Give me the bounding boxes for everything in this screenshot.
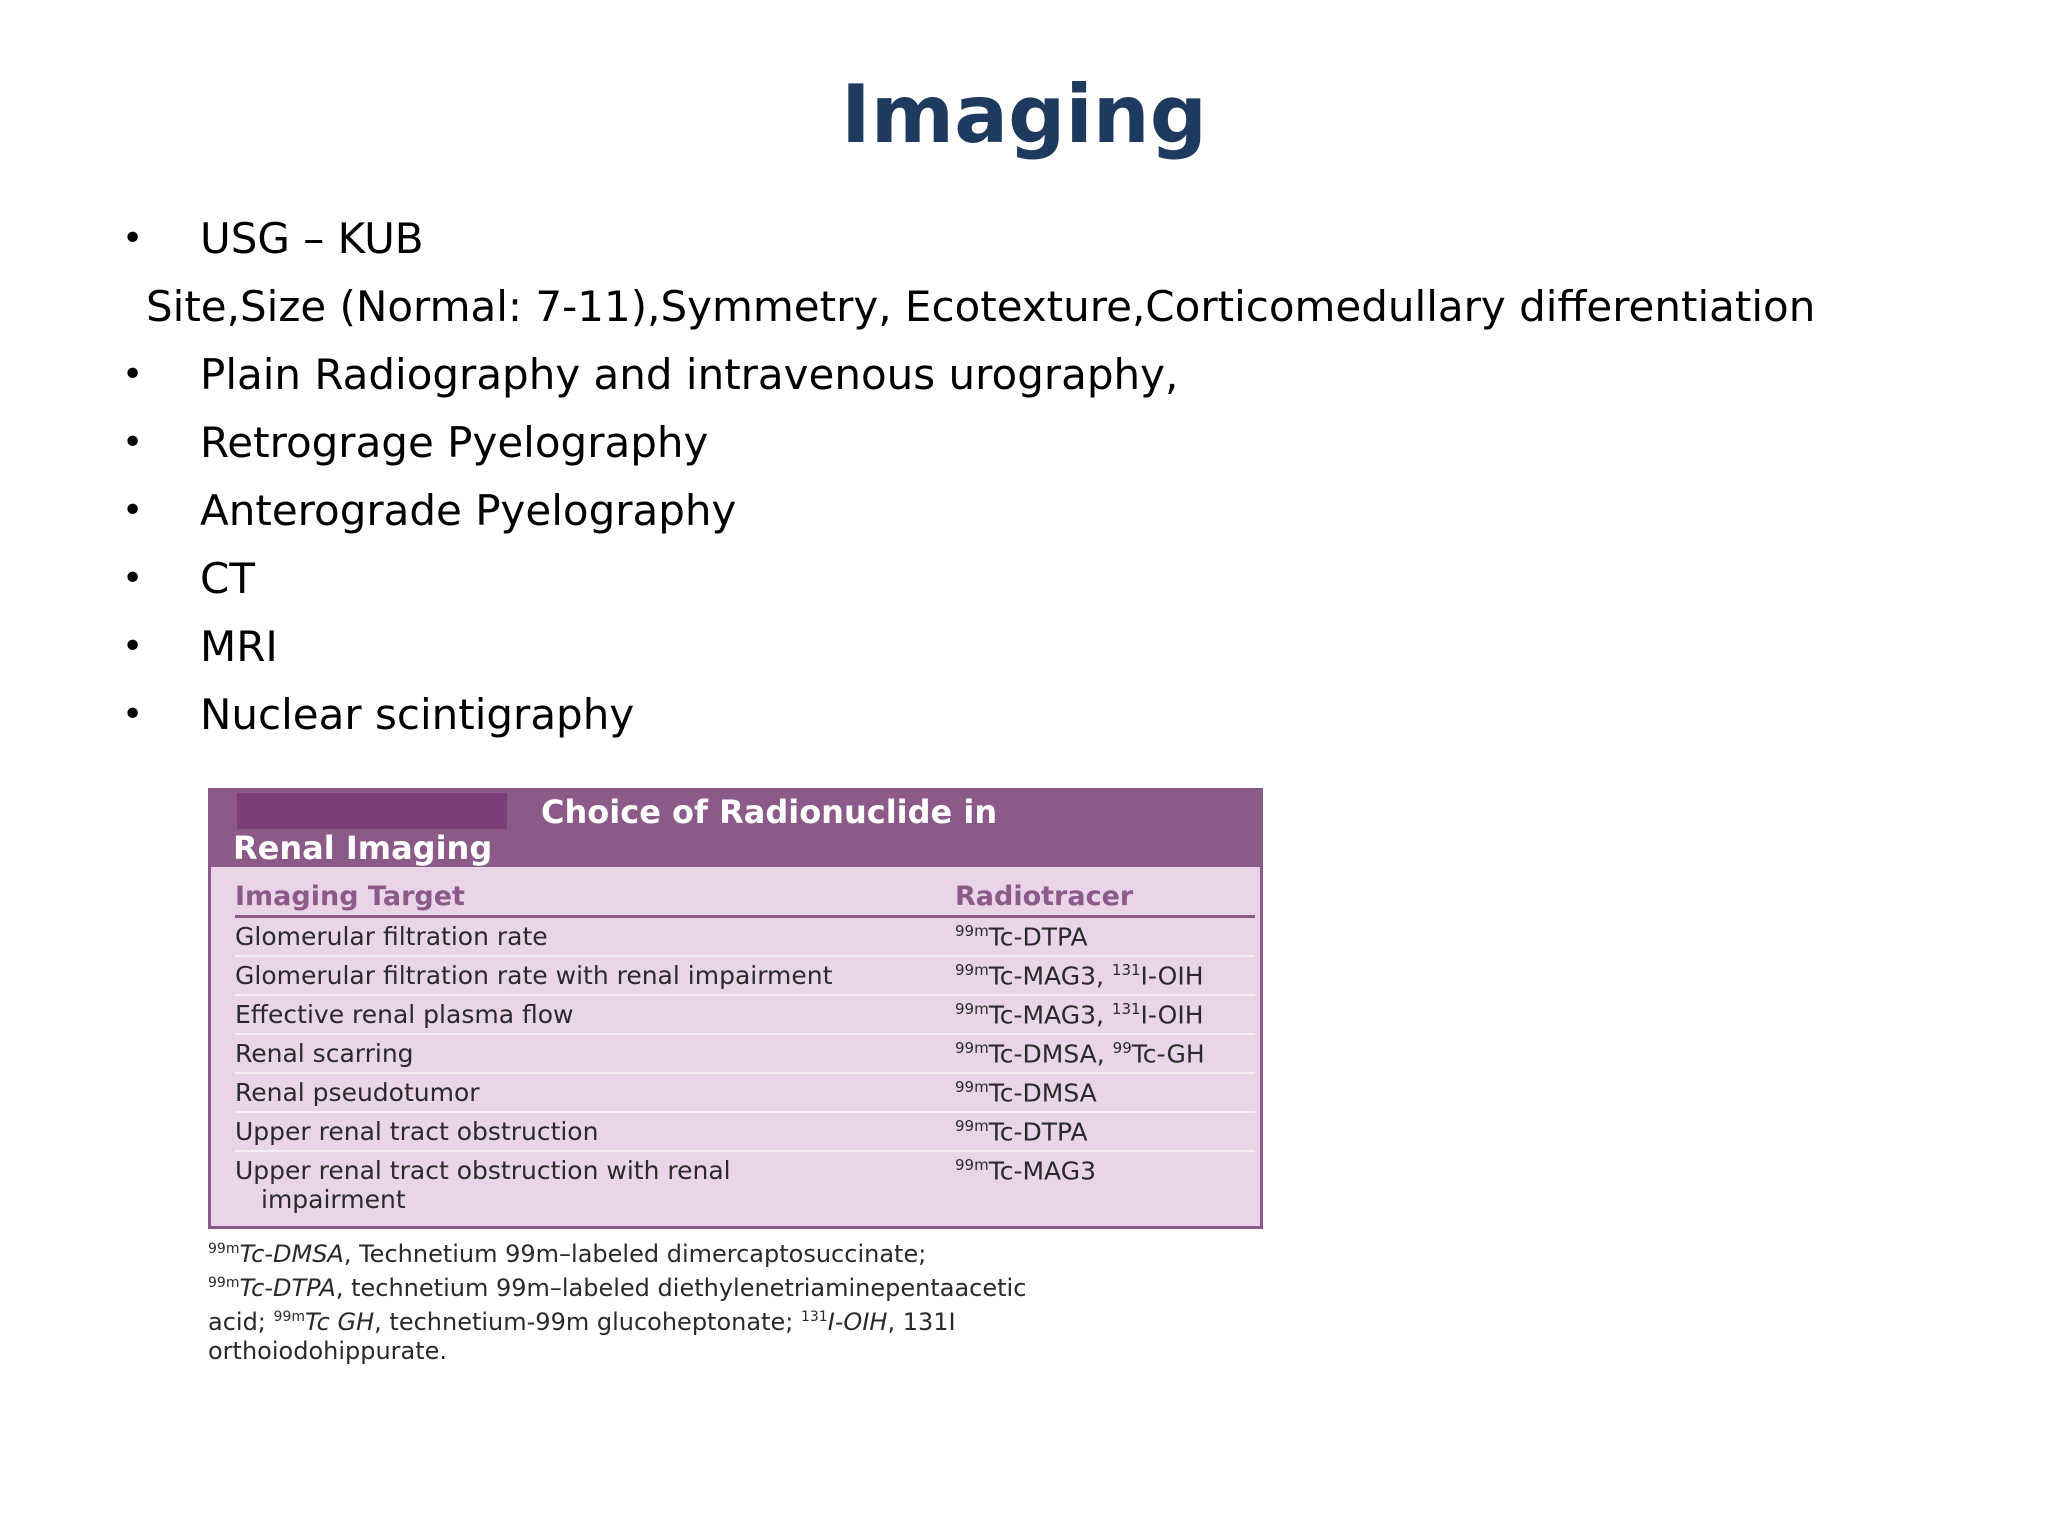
bullet-subtext (118, 273, 1978, 341)
radiotracer-cell: $^{99m}$Tc-DTPA (955, 917, 1255, 957)
heading-mask (237, 793, 507, 829)
bullet-item (118, 409, 1978, 477)
footnote-line: orthoiodohippurate. (208, 1337, 448, 1365)
footnote-line: $^{99m}$Tc-DTPA, technetium 99m–labeled diethylenetriaminepentaacetic (208, 1274, 1027, 1302)
table-header-row (235, 877, 1255, 917)
bullet-text: Plain Radiography and intravenous urography, (200, 350, 1179, 399)
figure-footnote (208, 1235, 1268, 1366)
col-header-target: Imaging Target (235, 877, 955, 917)
col-header-tracer: Radiotracer (955, 877, 1255, 917)
table-row (235, 956, 1255, 995)
radionuclide-table-box (208, 788, 1263, 1229)
imaging-target-cell: Renal scarring (235, 1034, 955, 1073)
bullet-dot: • (122, 490, 144, 531)
bullet-list (118, 205, 1978, 749)
imaging-target-cell: Upper renal tract obstruction (235, 1112, 955, 1151)
slide-title: Imaging (840, 68, 1207, 161)
bullet-item (118, 545, 1978, 613)
bullet-dot: • (122, 422, 144, 463)
radiotracer-cell: $^{99m}$Tc-DTPA (955, 1112, 1255, 1151)
table-row (235, 917, 1255, 957)
radiotracer-cell: $^{99m}$Tc-DMSA, $^{99}$Tc-GH (955, 1034, 1255, 1073)
bullet-text: Retrograge Pyelography (200, 418, 709, 467)
figure-heading-line2: Renal Imaging (233, 829, 493, 867)
bullet-dot: • (122, 354, 144, 395)
footnote-line: acid; $^{99m}$Tc GH, technetium-99m glucoheptonate; $^{131}$I-OIH, 131I (208, 1308, 956, 1336)
bullet-dot: • (122, 694, 144, 735)
table-row (235, 1073, 1255, 1112)
radionuclide-table (235, 877, 1255, 1226)
radiotracer-cell: $^{99m}$Tc-MAG3, $^{131}$I-OIH (955, 995, 1255, 1034)
imaging-target-cell: Upper renal tract obstruction with renal impairment (235, 1156, 731, 1214)
bullet-item (118, 477, 1978, 545)
imaging-target-cell: Glomerular filtration rate with renal impairment (235, 956, 955, 995)
imaging-target-cell: Glomerular filtration rate (235, 917, 955, 957)
bullet-dot: • (122, 626, 144, 667)
radionuclide-figure (208, 788, 1263, 1366)
radiotracer-cell: $^{99m}$Tc-MAG3, $^{131}$I-OIH (955, 956, 1255, 995)
bullet-item (118, 341, 1978, 409)
table-row (235, 995, 1255, 1034)
bullet-text: CT (200, 554, 255, 603)
table-row (235, 1112, 1255, 1151)
bullet-dot: • (122, 558, 144, 599)
footnote-line: $^{99m}$Tc-DMSA, Technetium 99m–labeled dimercaptosuccinate; (208, 1240, 927, 1268)
figure-heading-line1: Choice of Radionuclide in (541, 793, 998, 831)
bullet-text: Site,Size (Normal: 7-11),Symmetry, Ecotexture,Corticomedullary differentiation (146, 282, 1816, 331)
bullet-item (118, 681, 1978, 749)
figure-heading (211, 791, 1260, 867)
bullet-item (118, 205, 1978, 273)
radiotracer-cell: $^{99m}$Tc-MAG3 (955, 1156, 1097, 1186)
table-row (235, 1034, 1255, 1073)
table-row (235, 1151, 1255, 1226)
bullet-text: Nuclear scintigraphy (200, 690, 635, 739)
bullet-text: MRI (200, 622, 278, 671)
bullet-dot: • (122, 218, 144, 259)
bullet-text: USG – KUB (200, 214, 424, 263)
radiotracer-cell: $^{99m}$Tc-DMSA (955, 1073, 1255, 1112)
bullet-text: Anterograde Pyelography (200, 486, 737, 535)
imaging-target-cell: Effective renal plasma flow (235, 995, 955, 1034)
imaging-target-cell: Renal pseudotumor (235, 1073, 955, 1112)
bullet-item (118, 613, 1978, 681)
